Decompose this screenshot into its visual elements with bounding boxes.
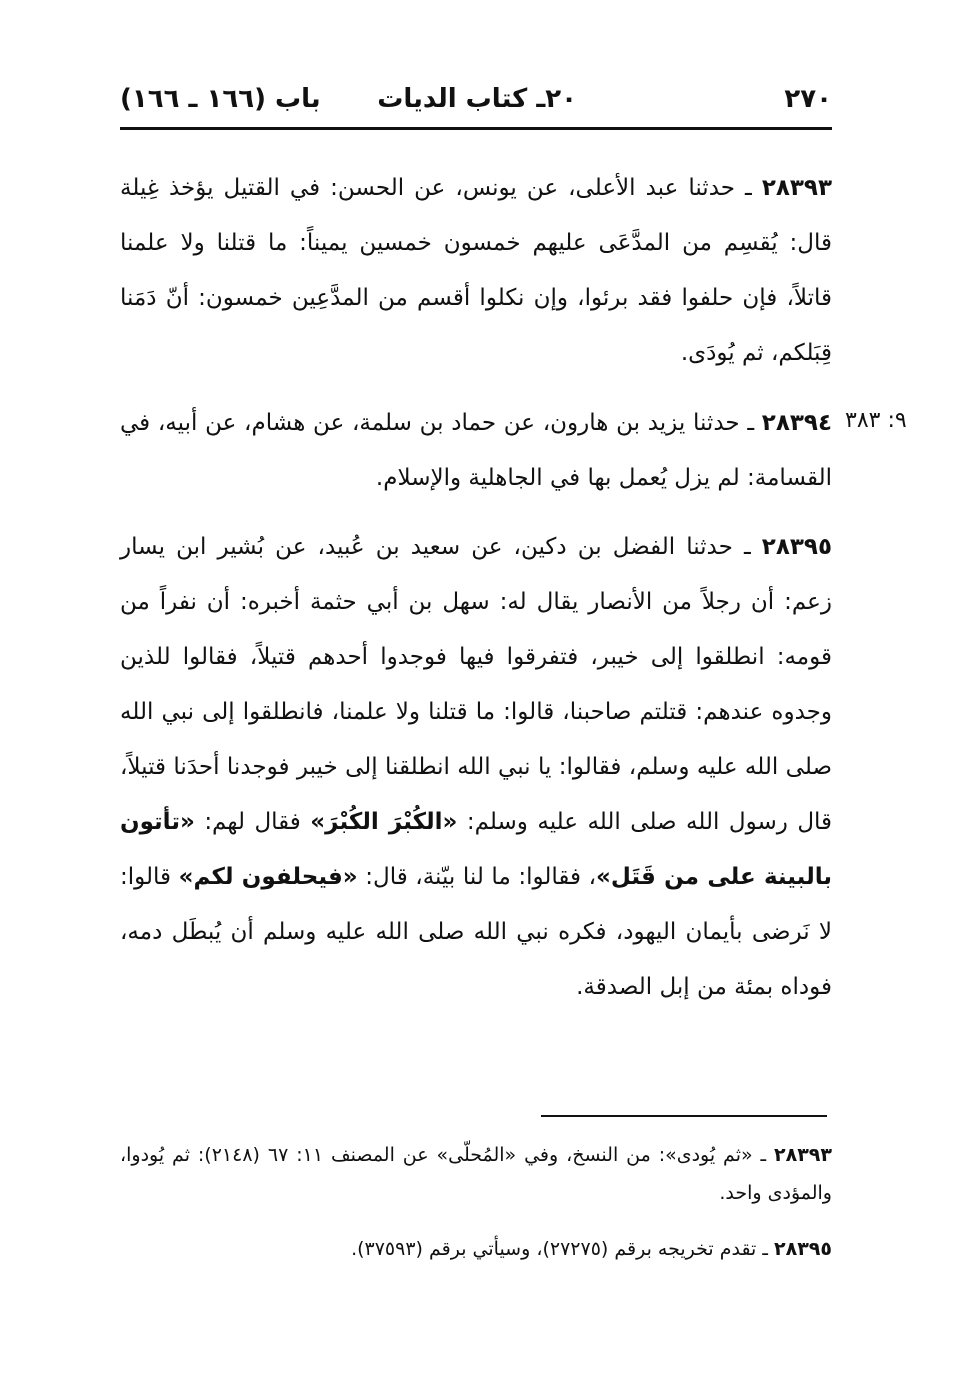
quoted-phrase: «فيحلفون لكم» [178, 864, 358, 890]
margin-reference: ٩: ٣٨٣ [845, 408, 907, 433]
hadith-28393 [120, 161, 832, 381]
chapter-title: ٢٠ـ كتاب الديات [377, 84, 577, 114]
hadith-text: ـ حدثنا يزيد بن هارون، عن حماد بن سلمة، عن هشام، عن أبيه، في القسامة: لم يزل يُعمل بها في الجاهلية والإسلام. [120, 410, 832, 491]
hadith-text: ، فقالوا: ما لنا بيّنة، قال: [365, 864, 596, 890]
footnote-divider [541, 1115, 827, 1117]
page-number: ٢٧٠ [784, 84, 832, 114]
hadith-text: ـ حدثنا الفضل بن دكين، عن سعيد بن عُبيد، عن بُشير ابن يسار زعم: أن رجلاً من الأنصار يقال له: سهل بن أبي حثمة أخبره: أن نفراً من قومه: انطلقوا إلى خيبر، فتفرقوا فيها فوجدوا أحدهم قتيلاً، فقالوا للذين وجدوه عندهم: قتلتم صاحبنا، قالوا: ما قتلنا ولا علمنا، فانطلقوا إلى نبي الله صلى الله عليه وسلم، فقالوا: يا نبي الله انطلقنا إلى خيبر فوجدنا أحدَنا قتيلاً، قال رسول الله صلى الله عليه وسلم: [120, 534, 833, 835]
section-title: باب (١٦٦ ـ ١٦٦) [120, 84, 321, 114]
hadith-text: قالوا: لا نَرضى بأيمان اليهود، فكره نبي الله صلى الله عليه وسلم أن يُبطَل دمه، فوداه بمئة من إبل الصدقة. [120, 864, 832, 1000]
footnote-number: ٢٨٣٩٣ [774, 1144, 832, 1166]
footnote-text: ـ «ثم يُودى»: من النسخ، وفي «المُحلّى» عن المصنف ١١: ٦٧ (٢١٤٨): ثم يُودوا، والمؤدى واحد. [120, 1144, 832, 1204]
footnote-text: ـ تقدم تخريجه برقم (٢٧٢٧٥)، وسيأتي برقم (٣٧٥٩٣). [351, 1238, 768, 1260]
hadith-number: ٢٨٣٩٣ [761, 175, 833, 201]
footnote-28395 [120, 1230, 832, 1268]
hadith-28394 [120, 396, 832, 506]
quoted-phrase: «تأتون بالبينة على من قَتَل» [120, 809, 832, 890]
hadith-number: ٢٨٣٩٥ [761, 534, 832, 560]
hadith-number: ٢٨٣٩٤ [761, 410, 832, 436]
quoted-phrase: «الكُبْرَ الكُبْرَ» [310, 809, 458, 835]
hadith-text: فقال لهم: [204, 809, 301, 835]
footnote-number: ٢٨٣٩٥ [774, 1238, 832, 1260]
hadith-text: ـ حدثنا عبد الأعلى، عن يونس، عن الحسن: في القتيل يؤخذ غِيلة قال: يُقسِم من المدَّعَى عليهم خمسون خمسين يميناً: ما قتلنا ولا علمنا قاتلاً، فإن حلفوا فقد برئوا، وإن نكلوا أقسم من المدَّعِين خمسون: أنّ دَمَنا قِبَلكم، ثم يُودَى. [120, 175, 832, 366]
hadith-28395 [120, 520, 832, 1015]
footnote-28393 [120, 1136, 832, 1212]
page-header [120, 78, 832, 118]
header-divider [120, 127, 832, 130]
